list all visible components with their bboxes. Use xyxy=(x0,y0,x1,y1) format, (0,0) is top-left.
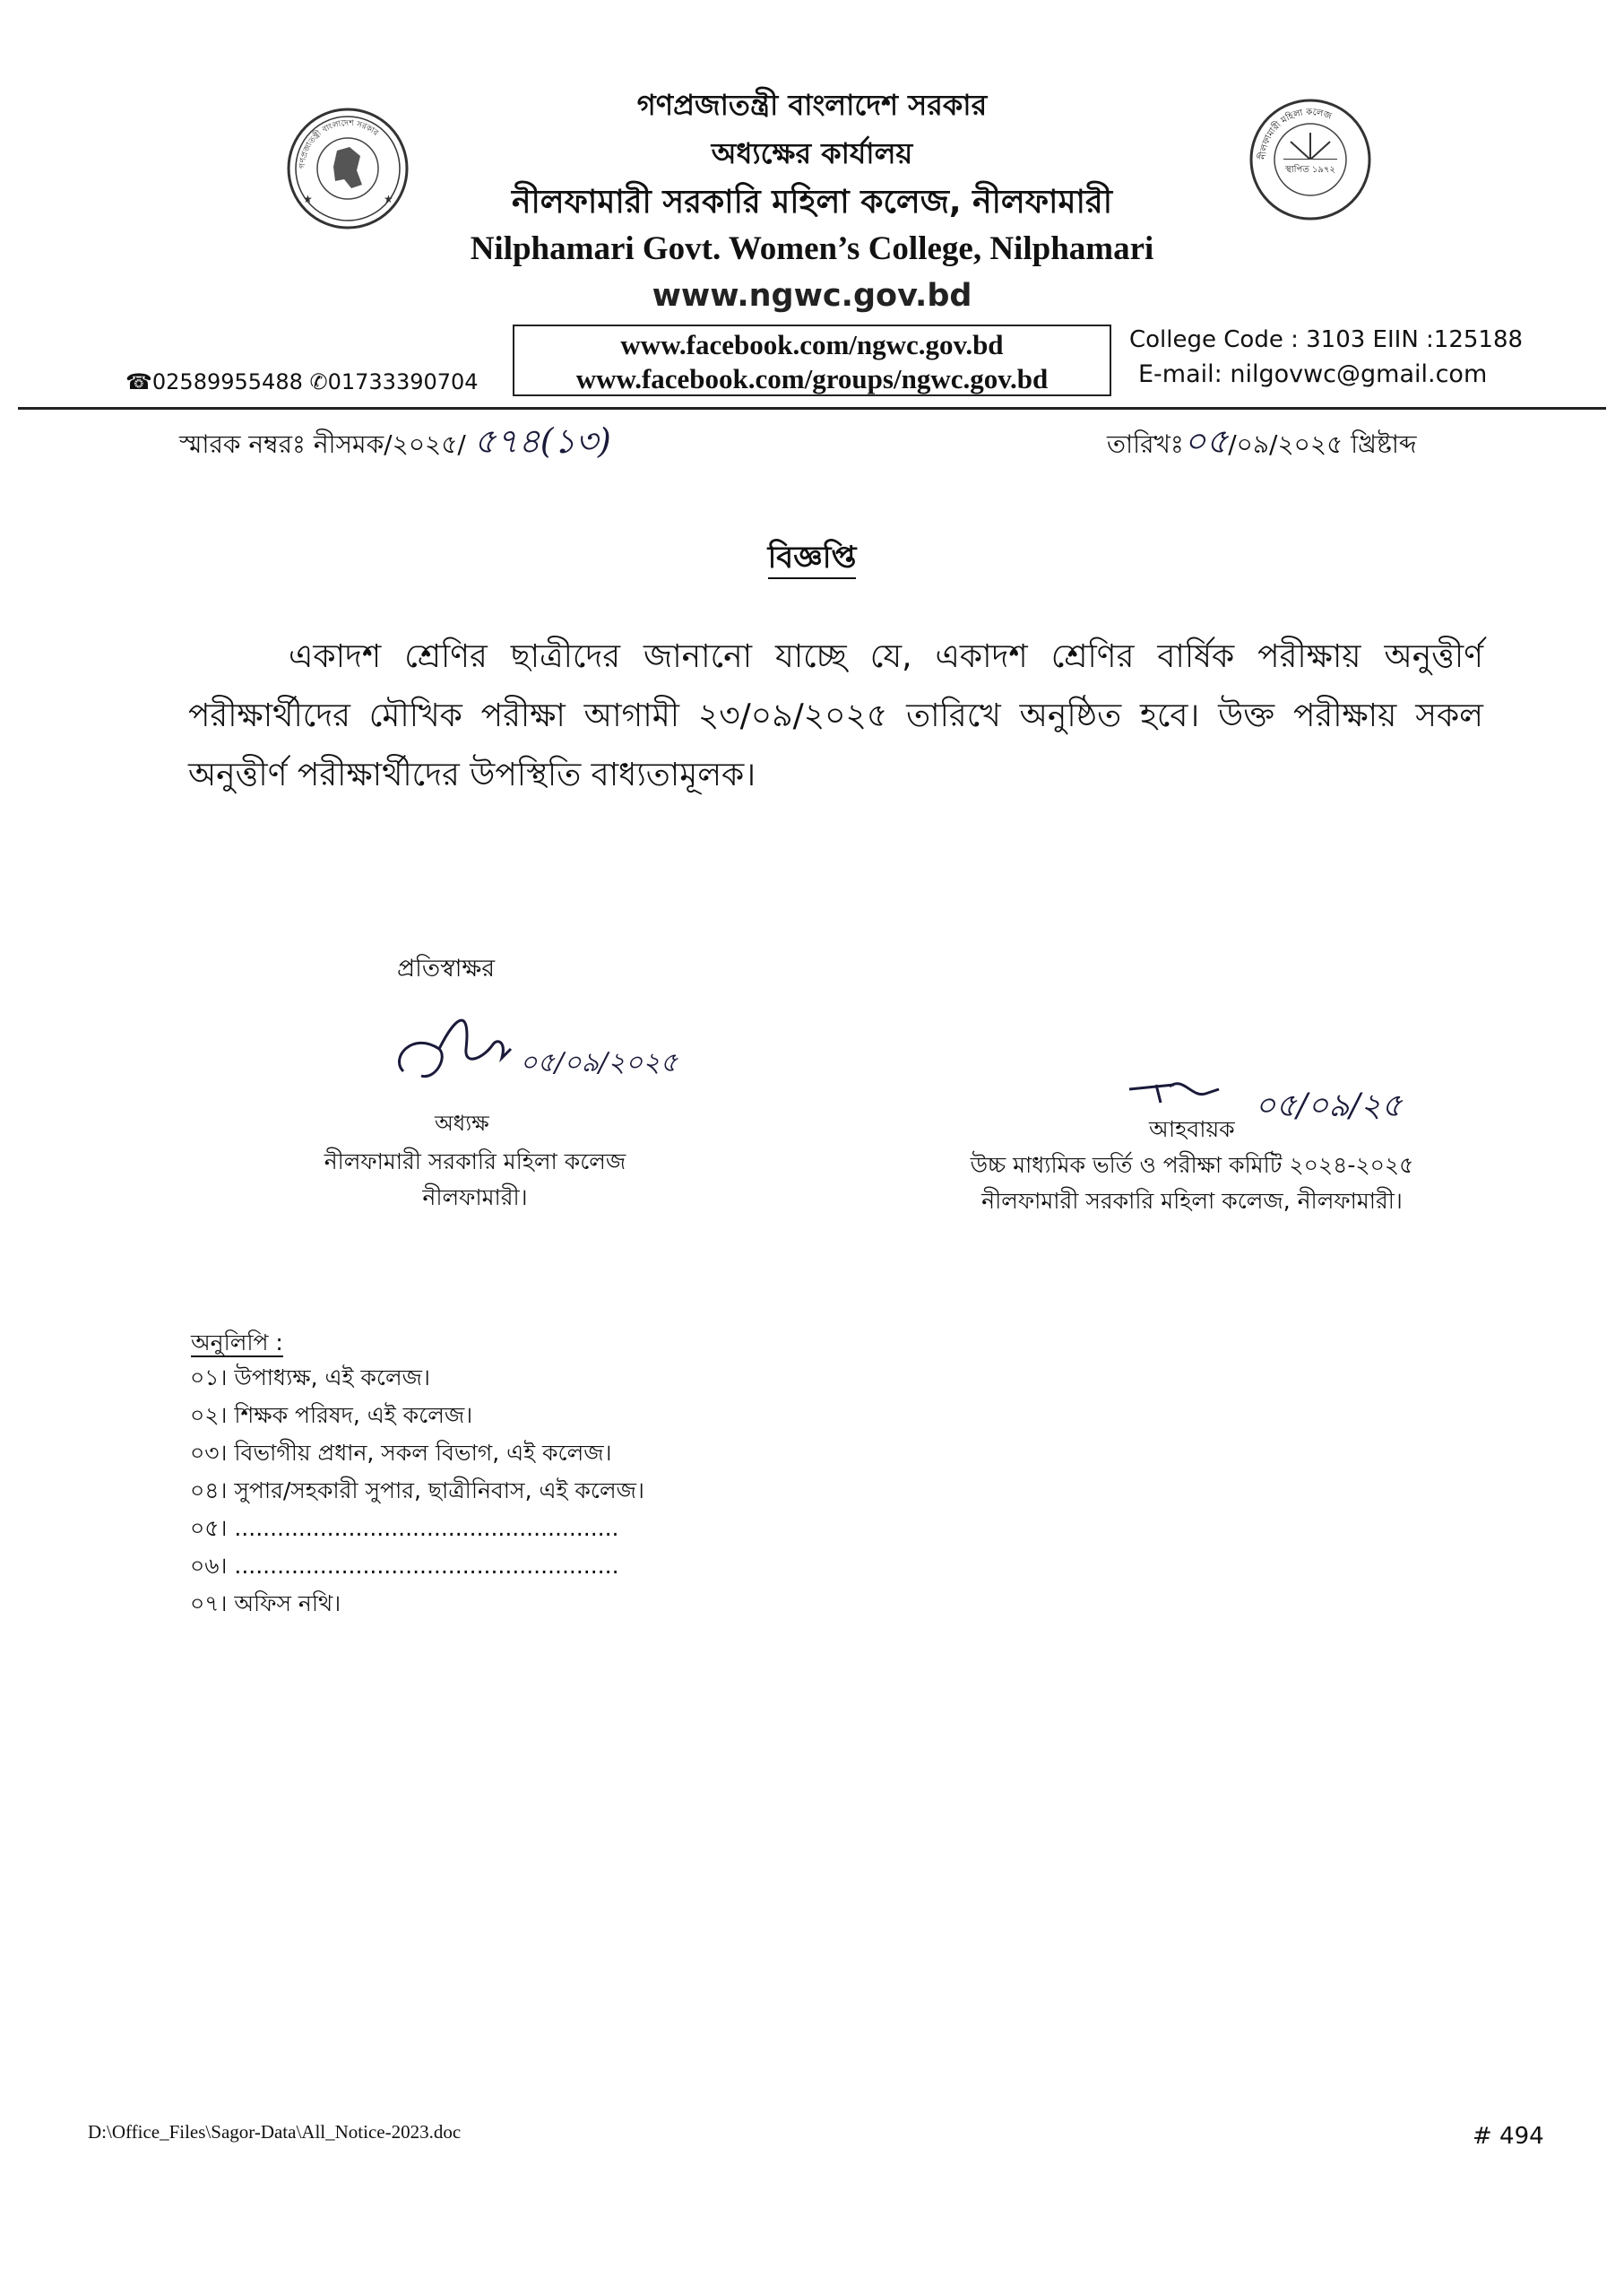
header-website[interactable]: www.ngwc.gov.bd xyxy=(652,278,972,314)
date-handwritten: ০৫ xyxy=(1183,421,1229,461)
memo-handwritten: ৫৭৪(১৩) xyxy=(473,421,611,461)
copies-label: অনুলিপি : xyxy=(191,1329,283,1355)
list-item: ০২। শিক্ষক পরিষদ, এই কলেজ। xyxy=(190,1402,473,1428)
email-address[interactable]: E-mail: nilgovwc@gmail.com xyxy=(1138,360,1488,388)
page-number: # 494 xyxy=(1473,2123,1544,2150)
principal-signature xyxy=(385,995,735,1103)
copies-list xyxy=(190,1359,644,1623)
countersign-label: প্রতিস্বাক্ষর xyxy=(397,955,496,983)
list-item: ০৬। ...................................................... xyxy=(190,1553,619,1579)
convener-title: আহবায়ক xyxy=(1149,1116,1235,1142)
header-office: অধ্যক্ষের কার্যালয় xyxy=(711,136,913,170)
file-path: D:\Office_Files\Sagor-Data\All_Notice-2023.doc xyxy=(88,2121,462,2143)
facebook-page-link[interactable]: www.facebook.com/ngwc.gov.bd xyxy=(620,329,1004,360)
principal-org xyxy=(287,1144,663,1216)
issue-date xyxy=(1107,415,1417,472)
principal-title: অধ্যক্ষ xyxy=(435,1111,489,1136)
notice-title: বিজ্ঞপ্তি xyxy=(0,534,1624,585)
list-item: ০১। উপাধ্যক্ষ, এই কলেজ। xyxy=(190,1364,430,1390)
memo-number xyxy=(179,415,611,472)
date-rest: /০৯/২০২৫ খ্রিষ্টাব্দ xyxy=(1228,429,1417,459)
date-label: তারিখঃ xyxy=(1107,429,1184,459)
header-government: গণপ্রজাতন্ত্রী বাংলাদেশ সরকার xyxy=(636,88,988,122)
header-college-english: Nilphamari Govt. Women’s College, Nilphamari xyxy=(470,230,1154,267)
left-signature-date: ০৫/০৯/২০২৫ xyxy=(520,1047,678,1078)
left-seal-text: গণপ্রজাতন্ত্রী বাংলাদেশ সরকার xyxy=(298,118,380,169)
notice-body: একাদশ শ্রেণির ছাত্রীদের জানানো যাচ্ছে যে, একাদশ শ্রেণির বার্ষিক পরীক্ষায় অনুত্তীর্ণ পরীক্ষার্থীদের মৌখিক পরীক্ষা আগামী ২৩/০৯/২০২৫ তারিখে অনুষ্ঠিত হবে। উক্ত পরীক্ষায় সকল অনুত্তীর্ণ পরীক্ষার্থীদের উপস্থিতি বাধ্যতামূলক। xyxy=(188,638,1483,793)
list-item: ০৭। অফিস নথি। xyxy=(190,1590,341,1616)
right-signature-date: ০৫/০৯/২৫ xyxy=(1255,1087,1403,1124)
svg-text:★: ★ xyxy=(384,193,393,205)
list-item: ০৩। বিভাগীয় প্রধান, সকল বিভাগ, এই কলেজ। xyxy=(190,1440,612,1466)
principal-college: নীলফামারী সরকারি মহিলা কলেজ xyxy=(324,1148,626,1174)
facebook-links-box xyxy=(513,325,1111,396)
convener-committee: উচ্চ মাধ্যমিক ভর্তি ও পরীক্ষা কমিটি ২০২৪-২০২৫ xyxy=(970,1152,1414,1178)
header-college-bangla: নীলফামারী সরকারি মহিলা কলেজ, নীলফামারী xyxy=(511,184,1113,221)
facebook-group-link[interactable]: www.facebook.com/groups/ngwc.gov.bd xyxy=(575,363,1049,394)
list-item: ০৪। সুপার/সহকারী সুপার, ছাত্রীনিবাস, এই কলেজ। xyxy=(190,1477,644,1503)
list-item: ০৫। ...................................................... xyxy=(190,1515,619,1541)
principal-place: নীলফামারী। xyxy=(422,1184,528,1210)
memo-label: স্মারক নম্বরঃ নীসমক/২০২৫/ xyxy=(179,429,466,459)
header-divider xyxy=(18,407,1606,410)
right-seal-year: স্থাপিত ১৯৭২ xyxy=(1285,165,1335,175)
convener-college: নীলফামারী সরকারি মহিলা কলেজ, নীলফামারী। xyxy=(981,1188,1403,1214)
college-code: College Code : 3103 EIIN :125188 xyxy=(1129,326,1524,353)
convener-org xyxy=(923,1148,1461,1219)
phone-numbers: ☎02589955488 ✆01733390704 xyxy=(125,369,479,394)
svg-text:★: ★ xyxy=(303,193,313,205)
right-seal-text: নীলফামারী মহিলা কলেজ xyxy=(1257,107,1333,160)
